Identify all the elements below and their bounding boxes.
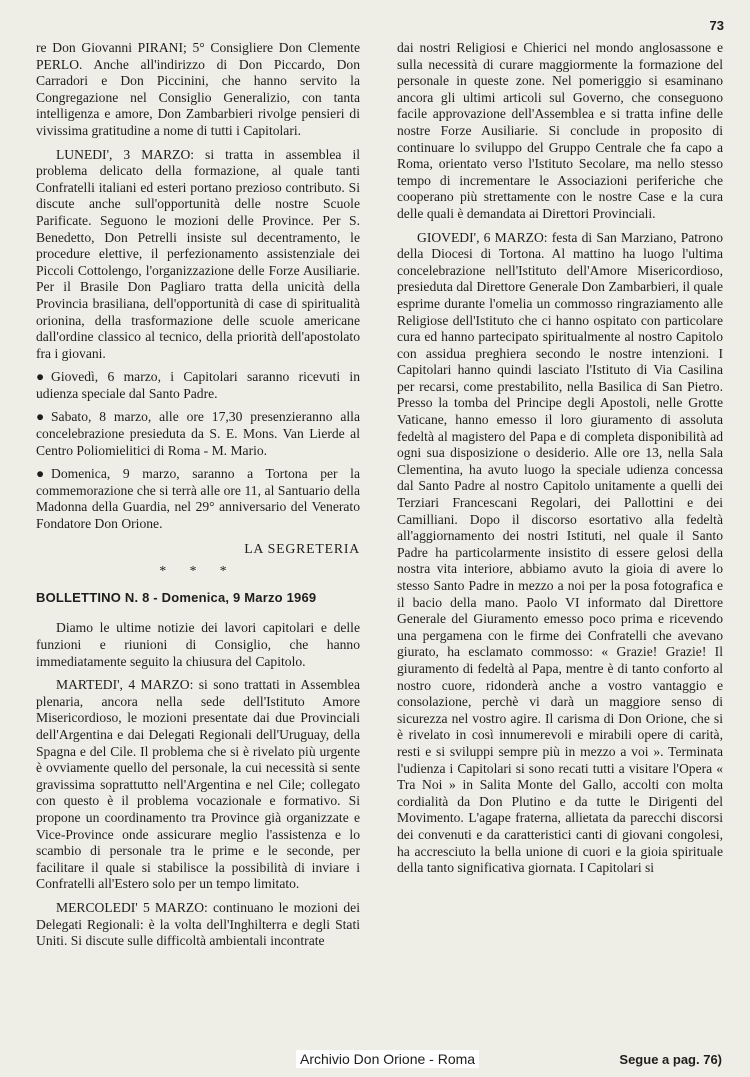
left-paragraph-lunedi: LUNEDI', 3 MARZO: si tratta in assemblea il problema delicato della formazione, al quale tanti Confratelli italiani ed esteri portano prezioso contributo. Si discute anche sull'opportunità delle nostre Scuole Parificate. Seguono le mozioni delle Province. Per S. Benedetto, Don Petrelli insiste sul decentramento, le procedure elettive, il perfezionamento assistenziale dei Piccoli Cottolengo, l'organizzazione delle Forze Ausiliarie. Per il Brasile Don Pagliaro tratta della unicità della Provincia brasiliana, dell'opportunità di case di spiritualità orionina, della trasformazione delle scuole americane dall'ordine classico al tecnico, della priorità dell'apostolato fra i giovani.	[36, 146, 360, 361]
bullet-icon: ●	[36, 409, 45, 425]
bulletin-heading: BOLLETTINO N. 8 - Domenica, 9 Marzo 1969	[36, 589, 317, 605]
continued-note: Segue a pag. 76)	[619, 1052, 722, 1067]
left-column	[36, 40, 360, 957]
left-paragraph-martedi: MARTEDI', 4 MARZO: si sono trattati in Assemblea plenaria, ancora nella sede dell'Istituto Amore Misericordioso, le mozioni presentate dai due Provinciali dell'Argentina e dai Delegati Regionali dell'Uruguay, della Spagna e del Cile. Il problema che si è rivelato più urgente è ovviamente quello del personale, la cui necessità si sente gravissima soprattutto nell'Argentina e nel Cile; collegato con questo è il problema vocazionale e formativo. Si propone un coordinamento tra Province già organizzate e Vice-Province onde assicurare meglio l'assistenza e lo scambio di personale tra le prime e le seconde, per facilitare il quale si stabilisce la possibilità di inviare i Confratelli all'Estero solo per un tempo limitato.	[36, 677, 360, 892]
notice-item	[36, 466, 360, 532]
left-paragraph-intro: Diamo le ultime notizie dei lavori capitolari e delle funzioni e riunioni di Consiglio, che hanno immediatamente seguito la chiusura del Capitolo.	[36, 620, 360, 669]
right-paragraph-continuation: dai nostri Religiosi e Chierici nel mondo anglosassone e sulla necessità di curare maggiormente la formazione del personale in queste zone. Nel pomeriggio si esaminano ancora gli ultimi articoli sul Governo, che conseguono facile approvazione dell'Assemblea e si tratta infine delle nostre Forze Ausiliarie. Si conclude in proposito di continuare lo sviluppo del Gruppo Centrale che fa capo a Roma, orientato verso l'Istituto Secolare, ma nello stesso tempo di incrementare le Associazioni periferiche che cooperano più strettamente con le nostre Case e la cura delle quali è demandata ai Direttori Provinciali.	[397, 40, 723, 221]
notice-text: Giovedì, 6 marzo, i Capitolari saranno ricevuti in udienza speciale dal Santo Padre.	[36, 369, 360, 401]
page-number: 73	[709, 18, 724, 33]
bullet-icon: ●	[36, 369, 45, 385]
notice-item	[36, 409, 360, 459]
notice-text: Sabato, 8 marzo, alle ore 17,30 presenzieranno alla concelebrazione presieduta da S. E. Mons. Van Lierde al Centro Poliomielitici di Roma - M. Mario.	[36, 409, 360, 458]
archive-label: Archivio Don Orione - Roma	[296, 1050, 479, 1068]
bullet-icon: ●	[36, 466, 45, 482]
right-column	[397, 40, 723, 884]
right-paragraph-giovedi: GIOVEDI', 6 MARZO: festa di San Marziano, Patrono della Diocesi di Tortona. Al mattino ha luogo l'ultima concelebrazione nell'Istituto dell'Amore Misericordioso, presieduta dal Direttore Generale Don Zambarbieri, il quale esprime durante l'omelia un commosso ringraziamento alle Religiose dell'Istituto che ci hanno ospitato con particolare cura ed hanno partecipato spiritualmente al nostro Capitolo con assidua preghiera secondo le nostre intenzioni. I Capitolari hanno quindi lasciato l'Istituto di Via Casilina per recarsi, come prestabilito, nella Basilica di San Pietro. Presso la tomba del Principe degli Apostoli, nelle Grotte Vaticane, hanno emesso il loro giuramento di assoluta fedeltà al magistero del Papa e di completa disponibilità ad ogni sua disposizione o desiderio. Alle ore 13, nella Sala Clementina, ha avuto luogo la speciale udienza concessa dal Santo Padre al nostro Capitolo unitamente a quelli dei Terziari Francescani Regolari, dei Pallottini e dei Camilliani. Dopo il discorso esortativo alla fedeltà all'aggiornamento dei nostri Istituti, nel quale il Santo Padre ha particolarmente insistito di essere gelosi della nostra vita interiore, abbiamo avuto la gioia di avere lo stesso Santo Padre in mezzo a noi per la posa fotografica e il bacio della mano. Paolo VI informato dal Direttore Generale del Giuramento emesso poco prima e ricevendo una pergamena con le firme dei Confratelli che avevano giurato, ha esclamato commosso: « Grazie! Grazie! Il giuramento di fedeltà al Papa, mentre è di tanto conforto al nostro cuore, ridonderà anche a vostro vantaggio e consolazione, perchè vi darà un maggiore senso di sicurezza nel vostro agire. Il carisma di Don Orione, che si è rivelato in così innumerevoli e mirabili opere di carità, resti e si sviluppi sempre più in mezzo a voi ». Terminata l'udienza i Capitolari si sono recati tutti a visitare l'Opera « Tra Noi » in Salita Monte del Gallo, accolti con molta cordialità da Don Plutino e da tutte le Dirigenti del Movimento. L'agape fraterna, allietata da parecchi discorsi dei convenuti e da caratteristici canti di giovani congolesi, ha accresciuto la bella unione di cuori e la gioia spirituale della tanto significativa giornata. I Capitolari si	[397, 229, 723, 876]
left-paragraph-mercoledi: MERCOLEDI' 5 MARZO: continuano le mozioni dei Delegati Regionali: è la volta dell'Inghilterra e degli Stati Uniti. Si discute sulle difficoltà ambientali incontrate	[36, 899, 360, 949]
notice-text: Domenica, 9 marzo, saranno a Tortona per la commemorazione che si terrà alle ore 11, al Santuario della Madonna della Guardia, nel 29° anniversario del Venerato Fondatore Don Orione.	[36, 466, 360, 532]
notice-item	[36, 369, 360, 402]
signature: LA SEGRETERIA	[244, 540, 360, 556]
section-divider: * * *	[159, 563, 237, 579]
left-paragraph-continuation: re Don Giovanni PIRANI; 5° Consigliere Don Clemente PERLO. Anche all'indirizzo di Don Piccardo, Don Carradori e Don Piccinini, che hanno servito la Congregazione nel Consiglio Generalizio, con tanta intelligenza e amore, Don Zambarbieri rivolge pensieri di vivissima gratitudine a nome di tutti i Capitolari.	[36, 40, 360, 138]
